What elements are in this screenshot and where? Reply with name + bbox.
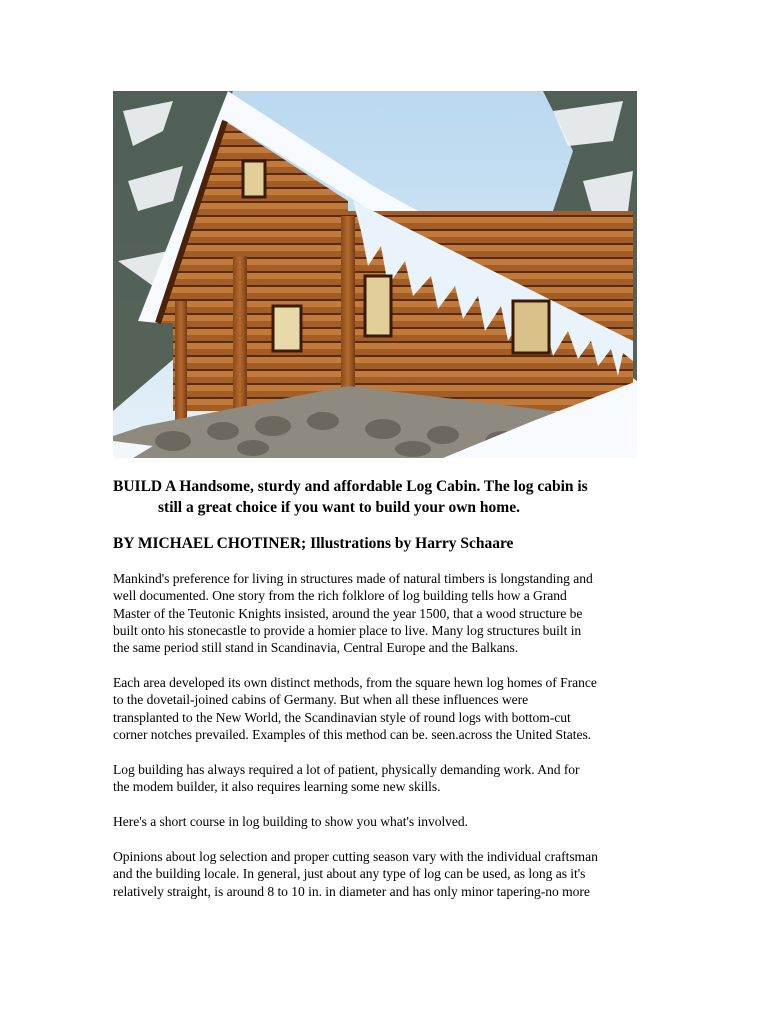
paragraph-5 — [113, 848, 661, 900]
paragraph-2 — [113, 674, 661, 743]
text-line: the modem builder, it also requires learning some new skills. — [113, 779, 441, 795]
text-line: Each area developed its own distinct methods, from the square hewn log homes of France — [113, 675, 597, 690]
paragraph-4 — [113, 813, 661, 830]
headline-line-2: still a great choice if you want to build your own home. — [158, 499, 520, 516]
text-line: to the dovetail-joined cabins of Germany. But when all these influences were — [113, 692, 529, 708]
text-line: Mankind's preference for living in structures made of natural timbers is longstanding and — [113, 571, 593, 586]
text-line: transplanted to the New World, the Scandinavian style of round logs with bottom-cut — [113, 709, 571, 725]
article-headline — [113, 476, 653, 518]
paragraph-3 — [113, 761, 661, 796]
text-line: the same period still stand in Scandinavia, Central Europe and the Balkans. — [113, 640, 519, 656]
text-line: corner notches prevailed. Examples of this method can be. seen.across the United States. — [113, 726, 592, 742]
log-cabin-photo — [113, 91, 637, 458]
text-line: and the building locale. In general, just about any type of log can be used, as long as it's — [113, 866, 586, 882]
text-line: Log building has always required a lot of patient, physically demanding work. And for — [113, 762, 580, 777]
text-line: well documented. One story from the rich folklore of log building tells how a Grand — [113, 588, 567, 604]
text-line: Opinions about log selection and proper cutting season vary with the individual craftsman — [113, 849, 598, 864]
text-line: built onto his stonecastle to provide a homier place to live. Many log structures built in — [113, 622, 582, 638]
paragraph-1 — [113, 570, 661, 656]
text-line: Master of the Teutonic Knights insisted, around the year 1500, that a wood structure be — [113, 605, 583, 621]
article-byline: BY MICHAEL CHOTINER; Illustrations by Harry Schaare — [113, 535, 514, 552]
headline-line-1: BUILD A Handsome, sturdy and affordable Log Cabin. The log cabin is — [113, 478, 588, 495]
text-line: relatively straight, is around 8 to 10 in. in diameter and has only minor tapering-no more — [113, 883, 590, 899]
text-line: Here's a short course in log building to show you what's involved. — [113, 814, 468, 829]
